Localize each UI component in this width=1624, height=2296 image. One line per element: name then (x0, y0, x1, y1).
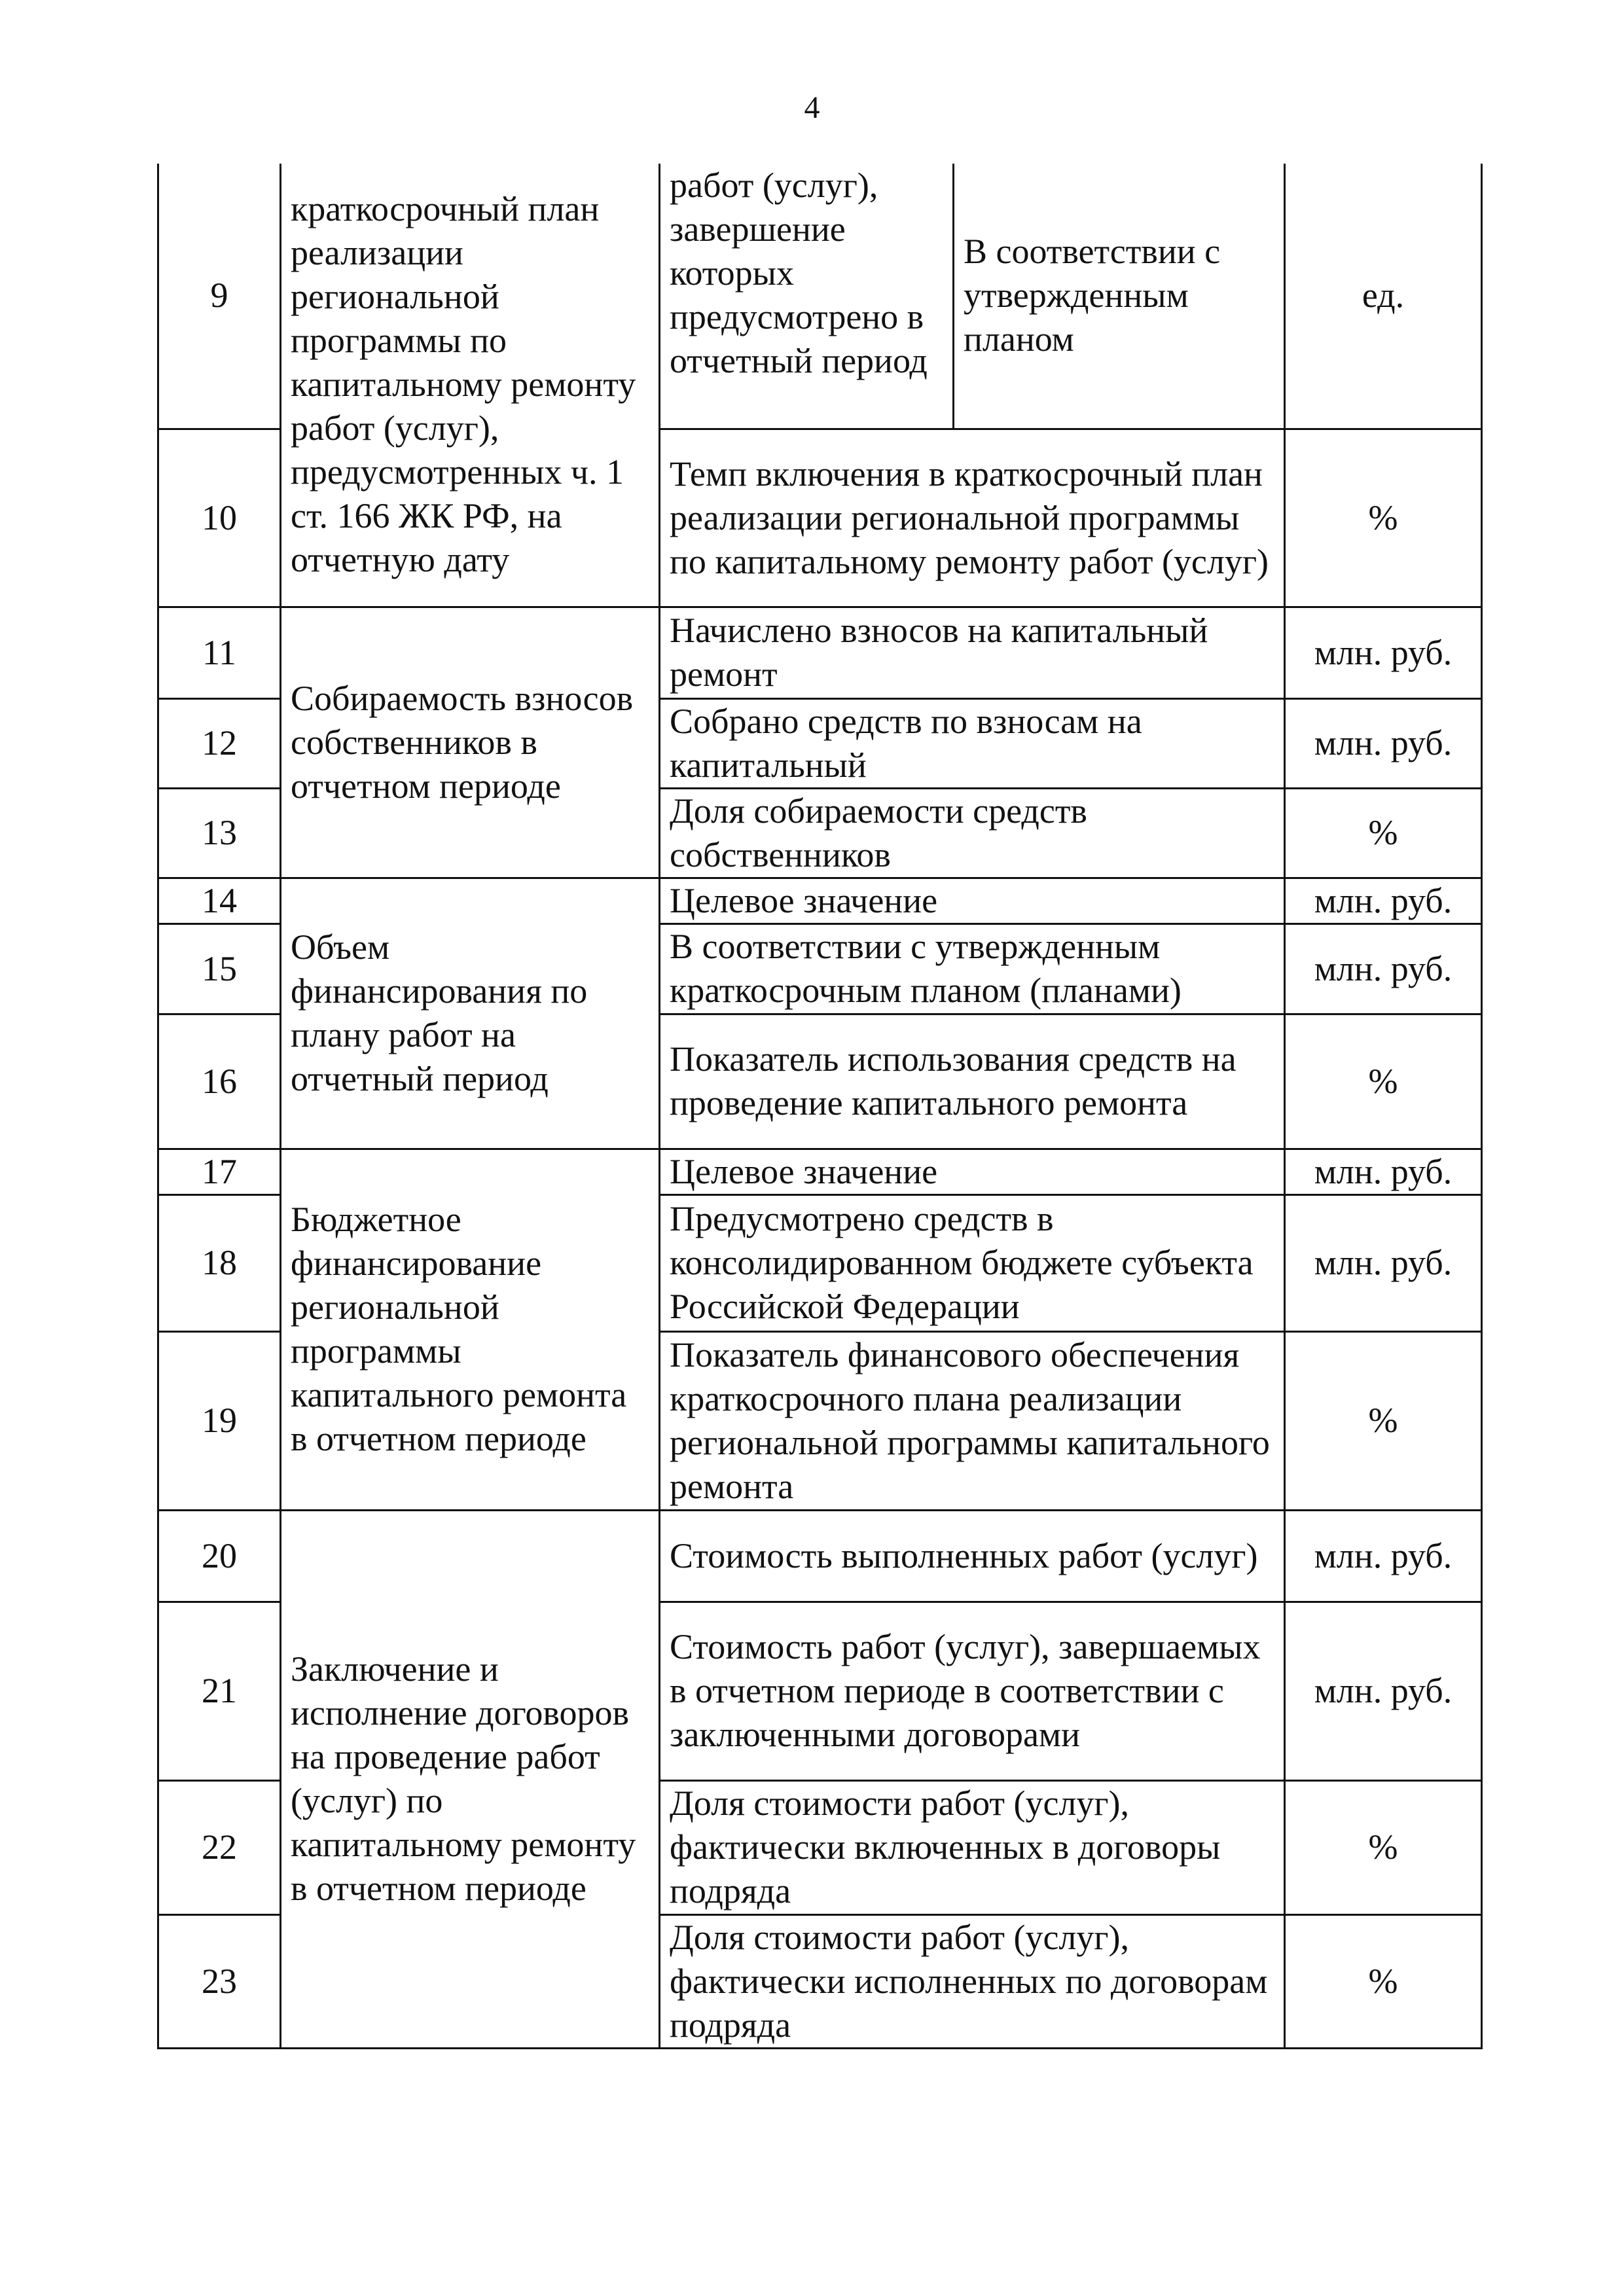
unit-text: % (1285, 1014, 1482, 1149)
page-number: 4 (804, 90, 820, 125)
indicator-text: Темп включения в краткосрочный план реализации региональной программы по капитальному ремонту работ (услуг) (660, 429, 1285, 607)
unit-text: % (1285, 788, 1482, 878)
indicator-text: Целевое значение (660, 878, 1285, 924)
group-label: Бюджетное финансирование региональной программы капитального ремонта в отчетном периоде (281, 1149, 660, 1510)
unit-text: млн. руб. (1285, 607, 1482, 698)
group-label: Заключение и исполнение договоров на проведение работ (услуг) по капитальному ремонту в отчетном периоде (281, 1510, 660, 2048)
indicator-text: Доля собираемости средств собственников (660, 788, 1285, 878)
indicator-text: работ (услуг), завершение которых предусмотрено в отчетный период (660, 164, 954, 429)
indicator-text: Доля стоимости работ (услуг), фактически включенных в договоры подряда (660, 1780, 1285, 1914)
unit-text: млн. руб. (1285, 698, 1482, 788)
row-number: 13 (158, 788, 281, 878)
indicator-text: Собрано средств по взносам на капитальный (660, 698, 1285, 788)
row-number: 12 (158, 698, 281, 788)
group-label: Объем финансирования по плану работ на отчетный период (281, 878, 660, 1149)
unit-text: млн. руб. (1285, 1194, 1482, 1331)
indicator-text: Предусмотрено средств в консолидированном бюджете субъекта Российской Федерации (660, 1194, 1285, 1331)
indicator-text: Показатель использования средств на проведение капитального ремонта (660, 1014, 1285, 1149)
row-number: 20 (158, 1510, 281, 1602)
indicator-text: Целевое значение (660, 1149, 1285, 1194)
indicator-text: Начислено взносов на капитальный ремонт (660, 607, 1285, 698)
row-number: 9 (158, 164, 281, 429)
row-number: 19 (158, 1331, 281, 1510)
unit-text: % (1285, 1331, 1482, 1510)
unit-text: % (1285, 1914, 1482, 2048)
group-label: краткосрочный план реализации региональной программы по капитальному ремонту работ (услуг), предусмотренных ч. 1 ст. 166 ЖК РФ, на отчетную дату (281, 164, 660, 607)
row-number: 11 (158, 607, 281, 698)
table-row (158, 164, 1482, 429)
row-number: 23 (158, 1914, 281, 2048)
row-number: 21 (158, 1602, 281, 1780)
indicators-table (157, 164, 1483, 2049)
table-row (158, 1510, 1482, 1602)
basis-text: В соответствии с утвержденным планом (954, 164, 1285, 429)
table-row (158, 607, 1482, 698)
unit-text: млн. руб. (1285, 1510, 1482, 1602)
indicator-text: В соответствии с утвержденным краткосрочным планом (планами) (660, 924, 1285, 1014)
unit-text: ед. (1285, 164, 1482, 429)
table-row (158, 1149, 1482, 1194)
unit-text: % (1285, 1780, 1482, 1914)
row-number: 15 (158, 924, 281, 1014)
row-number: 22 (158, 1780, 281, 1914)
indicator-text: Стоимость работ (услуг), завершаемых в отчетном периоде в соответствии с заключенными договорами (660, 1602, 1285, 1780)
row-number: 10 (158, 429, 281, 607)
unit-text: млн. руб. (1285, 878, 1482, 924)
indicator-text: Показатель финансового обеспечения краткосрочного плана реализации региональной программы капитального ремонта (660, 1331, 1285, 1510)
row-number: 18 (158, 1194, 281, 1331)
row-number: 16 (158, 1014, 281, 1149)
row-number: 14 (158, 878, 281, 924)
unit-text: млн. руб. (1285, 924, 1482, 1014)
unit-text: млн. руб. (1285, 1602, 1482, 1780)
group-label: Собираемость взносов собственников в отчетном периоде (281, 607, 660, 878)
indicator-text: Доля стоимости работ (услуг), фактически исполненных по договорам подряда (660, 1914, 1285, 2048)
table-row (158, 878, 1482, 924)
unit-text: % (1285, 429, 1482, 607)
indicator-text: Стоимость выполненных работ (услуг) (660, 1510, 1285, 1602)
row-number: 17 (158, 1149, 281, 1194)
unit-text: млн. руб. (1285, 1149, 1482, 1194)
